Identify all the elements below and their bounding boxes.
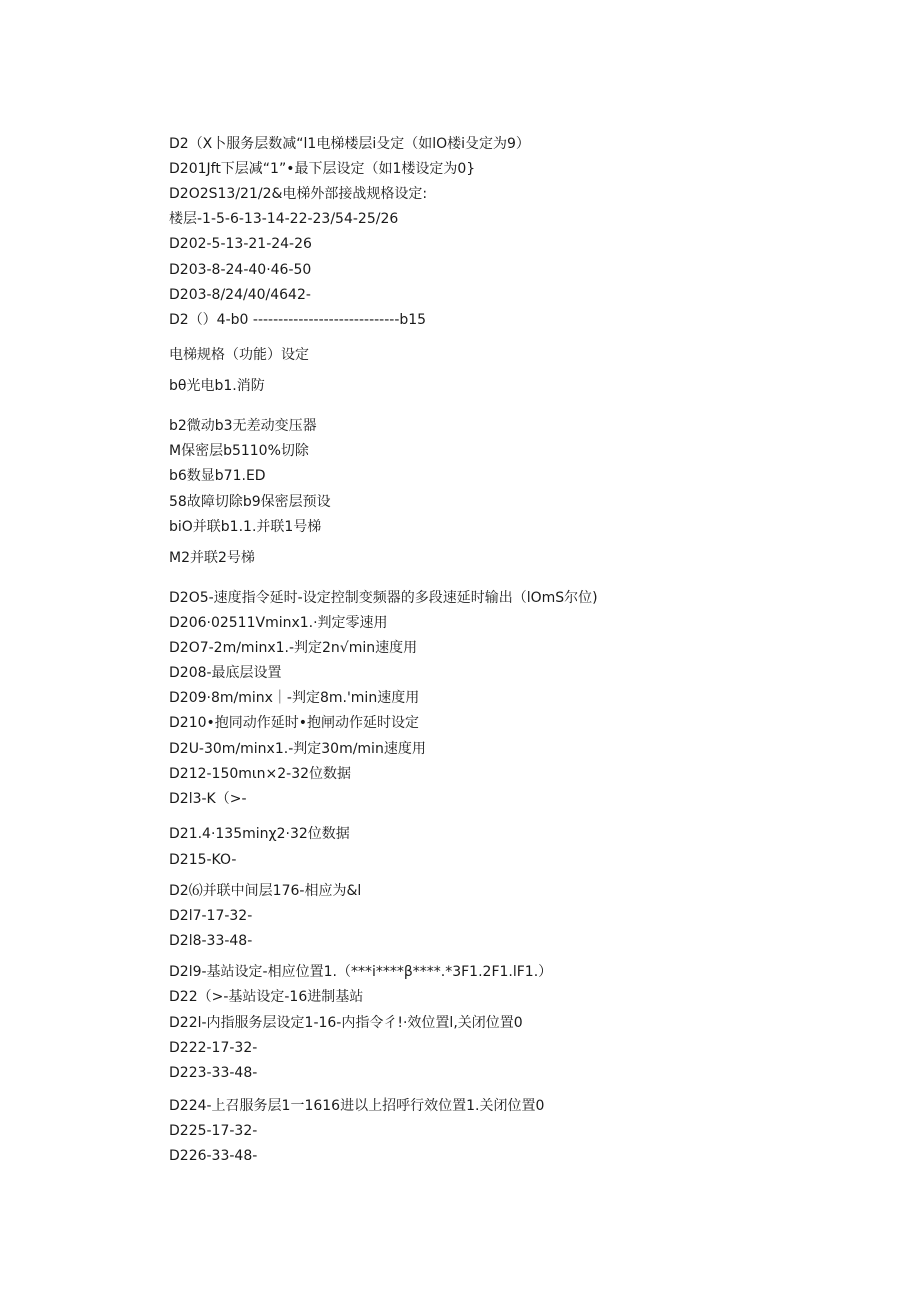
text-line: D215-KO- bbox=[169, 852, 237, 868]
text-line: D209·8m∕minx｜-判定8m.'min速度用 bbox=[169, 690, 420, 706]
text-line: D22（>-基站设定-16进制基站 bbox=[169, 989, 364, 1005]
text-line: D206·02511Vminx1.·判定零速用 bbox=[169, 615, 388, 631]
text-line: D203-8-24-40·46-50 bbox=[169, 262, 312, 278]
text-line: D222-17-32- bbox=[169, 1040, 258, 1056]
text-line: D223-33-48- bbox=[169, 1065, 258, 1081]
text-line: D21.4·135minχ2·32位数据 bbox=[169, 826, 350, 842]
text-line: D22l-内指服务层设定1-16-内指令彳!·效位置l,关闭位置0 bbox=[169, 1015, 523, 1031]
text-line: 58故障切除b9保密层预设 bbox=[169, 494, 331, 510]
text-line: D202-5-13-21-24-26 bbox=[169, 236, 312, 252]
text-line: D2（X卜服务层数减“l1电梯楼层i殳定（如lO楼i殳定为9） bbox=[169, 136, 530, 152]
text-line: D201Jft下层减“1”•最下层设定（如1楼设定为0} bbox=[169, 161, 476, 177]
text-line: D208-最底层设置 bbox=[169, 665, 282, 681]
text-line: b6数显b71.ED bbox=[169, 468, 266, 484]
text-line: D226-33-48- bbox=[169, 1148, 258, 1164]
text-line: D2l8-33-48- bbox=[169, 933, 253, 949]
text-line: D2O5-速度指令延时-设定控制变频器的多段速延时输出（lOmS尔位) bbox=[169, 590, 598, 606]
text-line: D2O7-2m∕minx1.-判定2n√min速度用 bbox=[169, 640, 418, 656]
text-line: M2并联2号梯 bbox=[169, 550, 255, 566]
text-line: D2l7-17-32- bbox=[169, 908, 253, 924]
text-line: M保密层b5110%切除 bbox=[169, 443, 309, 459]
text-line: D225-17-32- bbox=[169, 1123, 258, 1139]
text-line: biO并联b1.1.并联1号梯 bbox=[169, 519, 322, 535]
text-line: b2微动b3无差动变压器 bbox=[169, 418, 317, 434]
text-line: D2⑹并联中间层176-相应为&l bbox=[169, 883, 362, 899]
text-line: D2O2S13/21/2&电梯外部接战规格设定: bbox=[169, 186, 428, 202]
section-heading: 电梯规格（功能）设定 bbox=[169, 347, 309, 363]
text-line: D2（）4-b0 -----------------------------b15 bbox=[169, 312, 427, 328]
text-line: D2l3-K（>- bbox=[169, 791, 247, 807]
text-line: 楼层-1-5-6-13-14-22-23/54-25/26 bbox=[169, 211, 399, 227]
text-line: D210•抱同动作延时•抱闸动作延时设定 bbox=[169, 715, 420, 731]
text-line: D203-8/24/40/4642- bbox=[169, 287, 311, 303]
text-line: D212-150mιn×2-32位数据 bbox=[169, 766, 352, 782]
text-line: D2U-30m∕minx1.-判定30m∕min速度用 bbox=[169, 741, 426, 757]
text-line: bθ光电b1.消防 bbox=[169, 378, 265, 394]
text-line: D224-上召服务层1一1616进以上招呼行效位置1.关闭位置0 bbox=[169, 1098, 545, 1114]
text-line: D2l9-基站设定-相应位置1.（***i****β****.*3F1.2F1.lF1.） bbox=[169, 964, 553, 980]
